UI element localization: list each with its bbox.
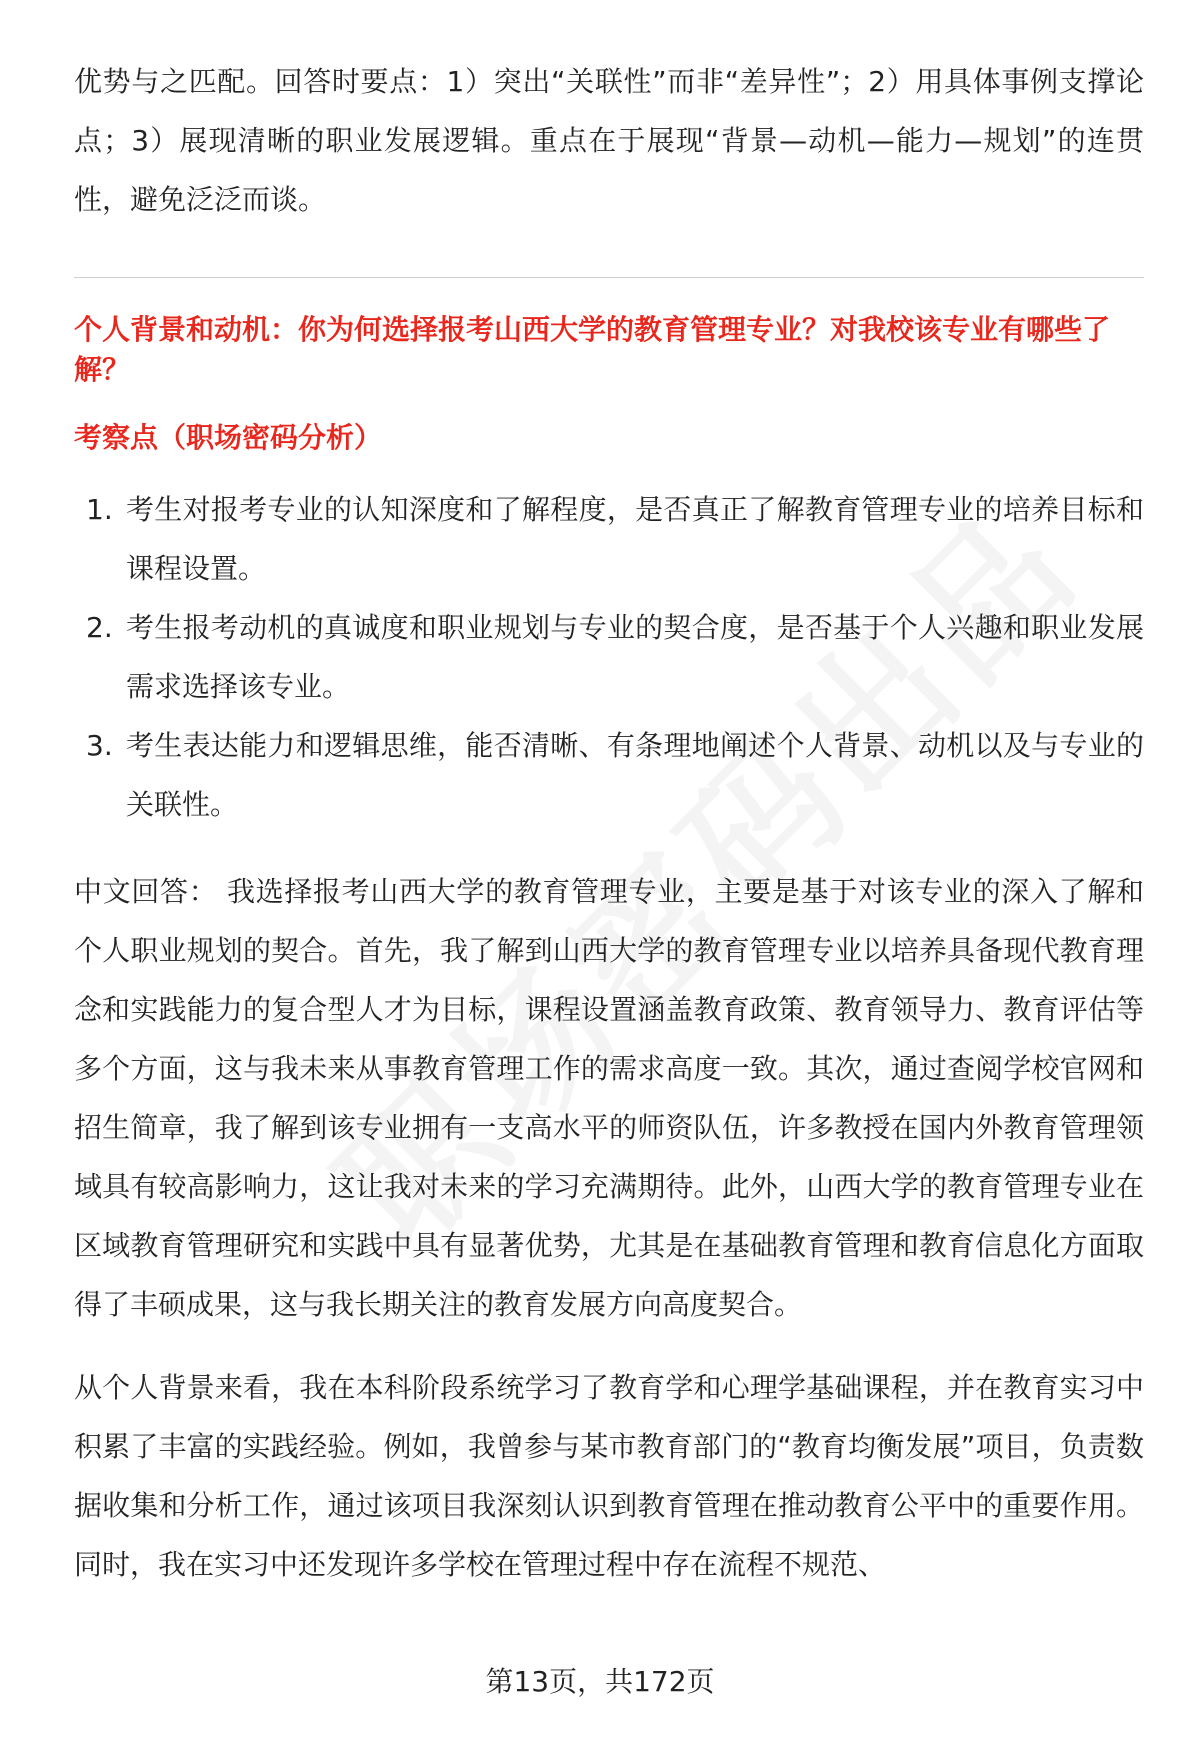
list-item [74,480,1144,598]
list-number: 1. [86,493,113,526]
section-title: 考察点（职场密码分析） [74,421,383,454]
question-heading: 个人背景和动机：你为何选择报考山西大学的教育管理专业？对我校该专业有哪些了解？ [74,313,1111,386]
list-number: 3. [86,729,113,762]
intro-paragraph: 优势与之匹配。回答时要点：1）突出“关联性”而非“差异性”；2）用具体事例支撑论点；3）展现清晰的职业发展逻辑。重点在于展现“背景—动机—能力—规划”的连贯性，避免泛泛而谈。 [74,65,1144,216]
section-divider [74,277,1144,278]
list-item [74,716,1144,834]
document-page [74,52,1144,1594]
answer-paragraph: 中文回答： 我选择报考山西大学的教育管理专业，主要是基于对该专业的深入了解和个人职业规划的契合。首先，我了解到山西大学的教育管理专业以培养具备现代教育理念和实践能力的复合型人才为目标，课程设置涵盖教育政策、教育领导力、教育评估等多个方面，这与我未来从事教育管理工作的需求高度一致。其次，通过查阅学校官网和招生简章，我了解到该专业拥有一支高水平的师资队伍，许多教授在国内外教育管理领域具有较高影响力，这让我对未来的学习充满期待。此外，山西大学的教育管理专业在区域教育管理研究和实践中具有显著优势，尤其是在基础教育管理和教育信息化方面取得了丰硕成果，这与我长期关注的教育发展方向高度契合。 [74,875,1144,1321]
points-list [74,480,1144,834]
background-paragraph: 从个人背景来看，我在本科阶段系统学习了教育学和心理学基础课程，并在教育实习中积累了丰富的实践经验。例如，我曾参与某市教育部门的“教育均衡发展”项目，负责数据收集和分析工作，通过该项目我深刻认识到教育管理在推动教育公平中的重要作用。同时，我在实习中还发现许多学校在管理过程中存在流程不规范、 [74,1371,1144,1581]
list-text: 考生表达能力和逻辑思维，能否清晰、有条理地阐述个人背景、动机以及与专业的关联性。 [126,729,1144,821]
list-text: 考生报考动机的真诚度和职业规划与专业的契合度，是否基于个人兴趣和职业发展需求选择该专业。 [126,611,1144,703]
page-footer: 第13页，共172页 [485,1665,715,1698]
list-number: 2. [86,611,113,644]
list-text: 考生对报考专业的认知深度和了解程度，是否真正了解教育管理专业的培养目标和课程设置。 [126,493,1144,585]
list-item [74,598,1144,716]
